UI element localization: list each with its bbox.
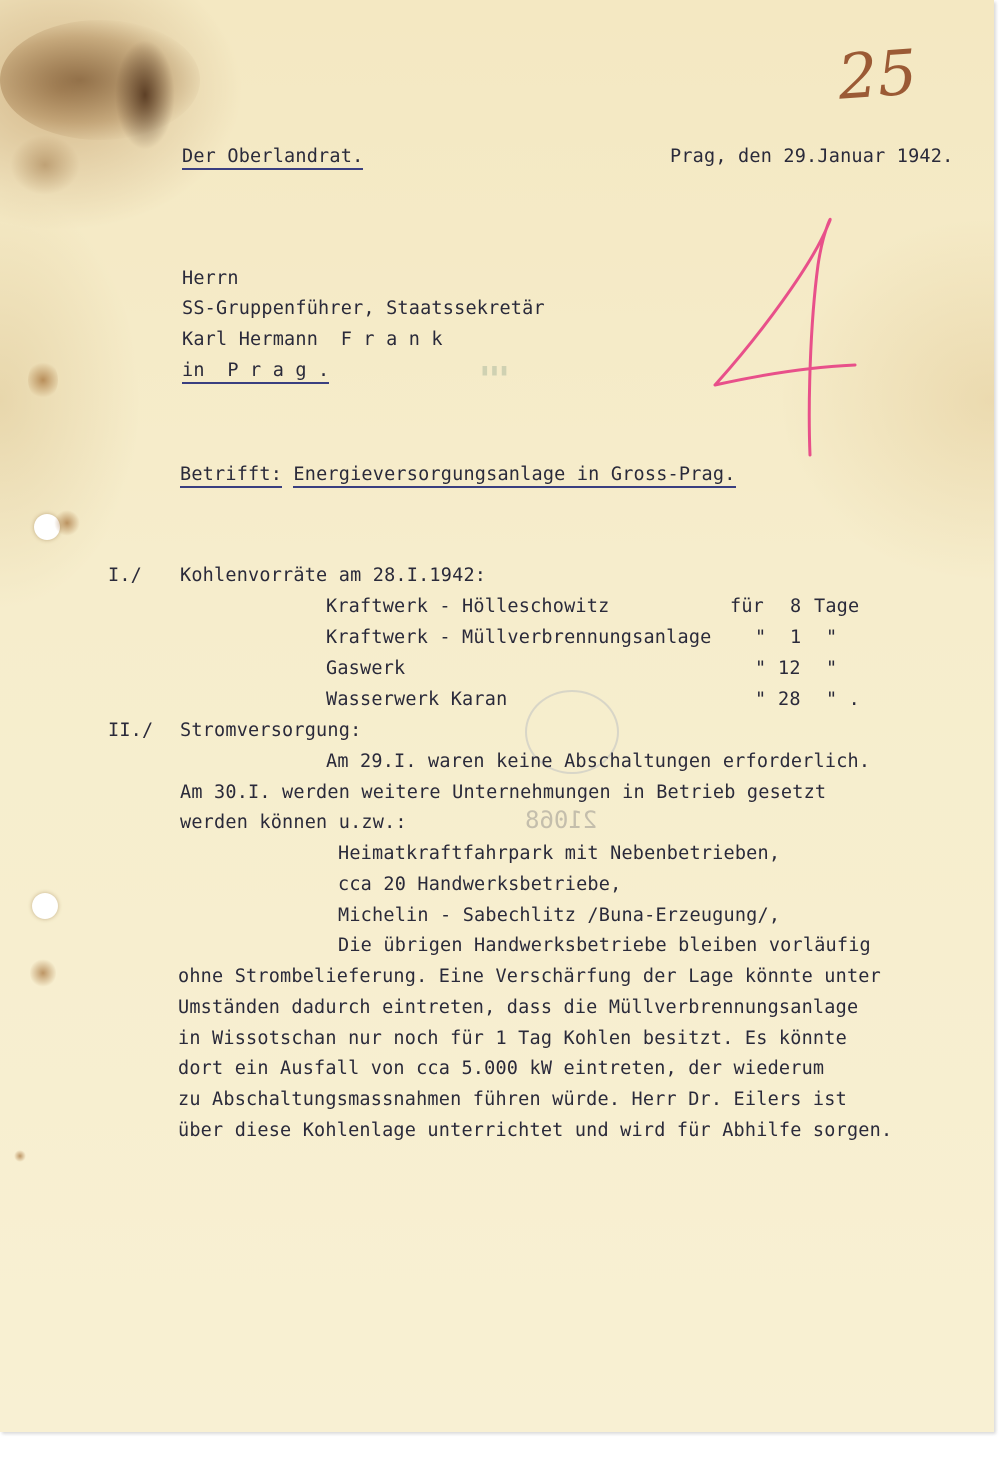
rust-spot xyxy=(30,958,56,988)
recipient-location: in P r a g . xyxy=(182,360,329,384)
show-through-number: 21068 xyxy=(525,806,598,834)
coal-row-unit: Tage xyxy=(814,596,860,617)
coal-row-name: Gaswerk xyxy=(326,658,406,679)
body-line: dort ein Ausfall von cca 5.000 kW eintreten, der wiederum xyxy=(178,1058,825,1079)
body-line: Umständen dadurch eintreten, dass die Müllverbrennungsanlage xyxy=(178,997,859,1018)
body-line: in Wissotschan nur noch für 1 Tag Kohlen besitzt. Es könnte xyxy=(178,1028,847,1049)
coal-row-days: 1 xyxy=(790,627,802,648)
rust-spot xyxy=(54,510,80,536)
rust-spot xyxy=(14,1150,26,1162)
enterprise-item: cca 20 Handwerksbetriebe, xyxy=(338,874,622,895)
coal-row-name: Kraftwerk - Müllverbrennungsanlage xyxy=(326,627,712,648)
subject-label: Betrifft: xyxy=(180,464,282,488)
subject-text: Energieversorgungsanlage in Gross-Prag. xyxy=(293,464,735,488)
section-1-heading: Kohlenvorräte am 28.I.1942: xyxy=(180,565,487,586)
coal-row-days: 8 xyxy=(790,596,802,617)
pencil-mark-four xyxy=(700,205,870,465)
coal-row-name: Wasserwerk Karan xyxy=(326,689,508,710)
coal-row-days: 28 xyxy=(778,689,801,710)
page-number: 25 xyxy=(835,35,920,114)
enterprise-item: Michelin - Sabechlitz /Buna-Erzeugung/, xyxy=(338,905,781,926)
rust-spot xyxy=(28,360,58,400)
section-2-heading: Stromversorgung: xyxy=(180,720,362,741)
recipient-location-line xyxy=(182,360,329,381)
recipient-name: Karl Hermann F r a n k xyxy=(182,329,443,350)
section-1-marker: I./ xyxy=(108,565,143,586)
coal-row-days: 12 xyxy=(778,658,801,679)
body-line: werden können u.zw.: xyxy=(180,812,407,833)
body-line: zu Abschaltungsmassnahmen führen würde. Herr Dr. Eilers ist xyxy=(178,1089,847,1110)
body-line: Am 30.I. werden weitere Unternehmungen in Betrieb gesetzt xyxy=(180,782,827,803)
body-line: über diese Kohlenlage unterrichtet und wird für Abhilfe sorgen. xyxy=(178,1120,893,1141)
body-line: Am 29.I. waren keine Abschaltungen erforderlich. xyxy=(326,751,871,772)
coal-row-prefix: für xyxy=(730,596,765,617)
coal-row-name: Kraftwerk - Hölleschowitz xyxy=(326,596,610,617)
coal-row-prefix: " xyxy=(755,689,767,710)
sender-line xyxy=(182,146,363,167)
coal-row-unit: " xyxy=(826,658,838,679)
punch-hole xyxy=(32,893,58,919)
body-line: ohne Strombelieferung. Eine Verschärfung der Lage könnte unter xyxy=(178,966,881,987)
recipient-title: SS-Gruppenführer, Staatssekretär xyxy=(182,298,545,319)
sender: Der Oberlandrat. xyxy=(182,146,363,170)
enterprise-item: Heimatkraftfahrpark mit Nebenbetrieben, xyxy=(338,843,781,864)
recipient-salutation: Herrn xyxy=(182,268,239,289)
burn-stain xyxy=(10,135,80,195)
coal-row-prefix: " xyxy=(755,627,767,648)
section-2-marker: II./ xyxy=(108,720,154,741)
coal-row-unit: " . xyxy=(826,689,861,710)
place-date: Prag, den 29.Januar 1942. xyxy=(670,146,954,167)
faint-stamp: ▮▮▮ xyxy=(480,360,509,379)
burn-stain xyxy=(115,40,175,150)
coal-row-prefix: " xyxy=(755,658,767,679)
body-line: Die übrigen Handwerksbetriebe bleiben vorläufig xyxy=(338,935,871,956)
subject-line xyxy=(180,464,736,485)
coal-row-unit: " xyxy=(826,627,838,648)
